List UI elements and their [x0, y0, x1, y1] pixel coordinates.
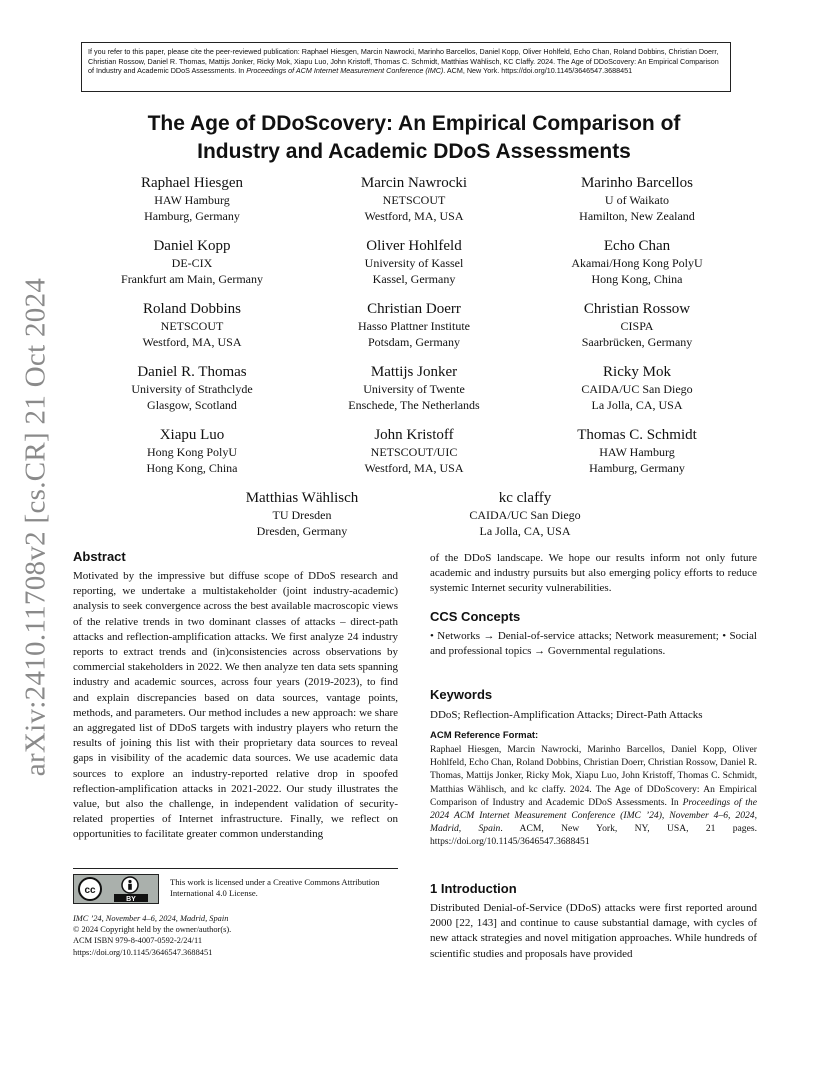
acm-reference-heading: ACM Reference Format:: [430, 730, 539, 741]
license-divider: [73, 868, 398, 869]
author-location: Hamburg, Germany: [144, 209, 240, 223]
author-block: [517, 363, 757, 413]
imprint-isbn: ACM ISBN 979-8-4007-0592-2/24/11: [73, 936, 203, 946]
author-name: Marinho Barcellos: [580, 175, 694, 191]
author-name: Christian Rossow: [583, 301, 691, 317]
acm-reference-text: [430, 743, 757, 849]
author-block: [517, 237, 757, 287]
author-affiliation: University of Strathclyde: [131, 382, 253, 396]
author-name: Oliver Hohlfeld: [366, 238, 462, 254]
author-affiliation: CAIDA/UC San Diego: [469, 508, 581, 522]
acm-reference-authors: Raphael Hiesgen, Marcin Nawrocki, Marinho Barcellos, Daniel Kopp, Oliver Hohlfeld, Echo Chan, Roland Dobbins, Christian Doerr, Christian Rossow, Daniel R. Thomas, Mattijs Jonker, Ricky Mok, Xiapu Luo, John Kristoff, Thomas C. Schmidt, Matthias Wählisch, and kc claffy. 2024. The Age of DDoScovery: An Empirical Comparison of Industry and Academic DDoS Assessments. In: [430, 744, 757, 808]
author-affiliation: Hong Kong PolyU: [146, 445, 237, 459]
creative-commons-by-badge: [73, 874, 159, 904]
author-name: Marcin Nawrocki: [360, 175, 468, 191]
author-location: La Jolla, CA, USA: [591, 398, 683, 412]
author-block: [72, 300, 312, 350]
svg-text:cc: cc: [84, 885, 96, 896]
author-affiliation: CISPA: [620, 319, 654, 333]
abstract-heading: Abstract: [73, 549, 126, 564]
abstract-text: Motivated by the impressive but diffuse scope of DDoS research and reporting, we undertake a multistakeholder (joint industry-academic) analysis to seek convergence across the best available macroscopic views of the relative trends in two dominant classes of attacks – direct-path attacks and reflection-amplification attacks. We first analyze 24 industry reports to extract trends and (in)consistencies across observations by commercial stakeholders in 2022. We then analyze ten data sets spanning industry and academic sources, across four years (2019-2023), to find and explain discrepancies based on data sources, vantage points, methods, and parameters. Our method includes a new approach: we share an aggregated list of DDoS targets with industry players who return the results of joining this list with their proprietary data sources to reveal gaps in visibility of the academic data sources. We use academic data sources to explore an industry-reported relative drop in spoofed reflection-amplification attacks in 2021-2022. Our study illustrates the value, but also the challenge, in independent validation of security-related properties of Internet infrastructure. Finally, we reflect on opportunities to facilitate greater common understanding: [73, 570, 398, 841]
author-affiliation: Akamai/Hong Kong PolyU: [571, 256, 703, 270]
author-block: [405, 489, 645, 539]
imprint-doi: https://doi.org/10.1145/3646547.3688451: [73, 947, 213, 957]
keywords-text: DDoS; Reflection-Amplification Attacks; Direct-Path Attacks: [430, 709, 703, 721]
paper-title-line-1: The Age of DDoScovery: An Empirical Comparison of: [147, 112, 681, 135]
license-statement: This work is licensed under a Creative Commons Attribution International 4.0 License.: [170, 877, 380, 898]
author-location: Kassel, Germany: [372, 272, 456, 286]
author-name: Daniel R. Thomas: [137, 364, 247, 380]
citation-notice-text: If you refer to this paper, please cite the peer-reviewed publication: Raphael Hiesgen, Marcin Nawrocki, Marinho Barcellos, Daniel Kopp, Oliver Hohlfeld, Echo Chan, Roland Dobbins, Christian Doerr, Christian Rossow, Daniel R. Thomas, Mattijs Jonker, Ricky Mok, Xiapu Luo, John Kristoff, Thomas C. Schmidt, Matthias Wählisch, KC Claffy. 2024. The Age of DDoScovery: An Empirical Comparison of Industry and Academic DDoS Assessments. In: [88, 47, 719, 76]
author-location: Glasgow, Scotland: [147, 398, 237, 412]
author-name: Matthias Wählisch: [245, 490, 359, 506]
cc-badge-label: BY: [126, 896, 136, 903]
author-affiliation: Hasso Plattner Institute: [358, 319, 470, 333]
paper-title-line-2: Industry and Academic DDoS Assessments: [197, 140, 631, 163]
author-affiliation: University of Twente: [363, 382, 465, 396]
author-name: Thomas C. Schmidt: [577, 427, 697, 443]
author-location: Hong Kong, China: [146, 461, 238, 475]
author-affiliation: CAIDA/UC San Diego: [581, 382, 693, 396]
author-affiliation: NETSCOUT: [160, 319, 224, 333]
acm-reference-venue: Proceedings of the 2024 ACM Internet Measurement Conference (IMC ’24), November 4–6, 2024, Madrid, Spain: [430, 796, 757, 835]
author-affiliation: HAW Hamburg: [599, 445, 675, 459]
citation-notice-box: [81, 42, 731, 92]
author-block: [72, 363, 312, 413]
author-block: [517, 300, 757, 350]
author-location: Dresden, Germany: [256, 524, 348, 538]
author-block: [517, 174, 757, 224]
author-block: [72, 237, 312, 287]
author-name: Daniel Kopp: [153, 238, 231, 254]
imprint-copyright: © 2024 Copyright held by the owner/author(s).: [73, 925, 232, 935]
author-block: [72, 426, 312, 476]
author-name: kc claffy: [498, 490, 552, 506]
author-block: [72, 174, 312, 224]
ccs-concepts-text: • Networks → Denial-of-service attacks; Network measurement; • Social and professional topics → Governmental regulations.: [430, 630, 757, 658]
author-affiliation: NETSCOUT: [382, 193, 446, 207]
imprint-venue: IMC ’24, November 4–6, 2024, Madrid, Spain: [73, 914, 229, 923]
author-affiliation: NETSCOUT/UIC: [370, 445, 458, 459]
author-affiliation: University of Kassel: [364, 256, 464, 270]
author-name: Raphael Hiesgen: [140, 175, 244, 191]
abstract-continuation: of the DDoS landscape. We hope our results inform not only future academic and industry pursuits but also emerging policy efforts to reduce systemic Internet security vulnerabilities.: [430, 552, 757, 595]
citation-notice-venue: Proceedings of ACM Internet Measurement Conference (IMC): [246, 66, 444, 76]
author-name: Ricky Mok: [603, 364, 671, 380]
keywords-heading: Keywords: [430, 687, 493, 702]
author-block: [517, 426, 757, 476]
author-location: Enschede, The Netherlands: [348, 398, 480, 412]
author-affiliation: DE-CIX: [171, 256, 213, 270]
acm-reference-doi: . ACM, New York, NY, USA, 21 pages. https://doi.org/10.1145/3646547.3688451: [430, 823, 757, 848]
author-block: [294, 174, 534, 224]
author-location: La Jolla, CA, USA: [479, 524, 571, 538]
author-block: [294, 426, 534, 476]
author-name: Roland Dobbins: [143, 301, 241, 317]
author-location: Westford, MA, USA: [364, 461, 464, 475]
conference-imprint: [73, 913, 398, 958]
cc-by-logo-icon: [74, 875, 158, 903]
author-name: Echo Chan: [603, 238, 671, 254]
citation-notice-doi: . ACM, New York. https://doi.org/10.1145/3646547.3688451: [443, 66, 633, 76]
author-name: Mattijs Jonker: [370, 364, 458, 380]
author-name: John Kristoff: [374, 427, 454, 443]
author-location: Hamilton, New Zealand: [579, 209, 695, 223]
ccs-concepts-heading: CCS Concepts: [430, 609, 521, 624]
paper-title: [70, 110, 758, 166]
author-block: [294, 237, 534, 287]
author-block: [294, 363, 534, 413]
author-location: Potsdam, Germany: [368, 335, 460, 349]
author-block: [182, 489, 422, 539]
arxiv-identifier-stamp: arXiv:2410.11708v2 [cs.CR] 21 Oct 2024: [19, 277, 52, 777]
author-location: Westford, MA, USA: [142, 335, 242, 349]
introduction-text: Distributed Denial-of-Service (DDoS) attacks were first reported around 2000 [22, 143] and continue to cause substantial damage, with cycles of new attack strategies and novel mitigation approaches. While hundreds of scientific studies and proposals have provided: [430, 902, 757, 960]
author-location: Hong Kong, China: [591, 272, 683, 286]
author-block: [294, 300, 534, 350]
author-location: Westford, MA, USA: [364, 209, 464, 223]
introduction-heading: 1 Introduction: [430, 881, 517, 896]
author-affiliation: TU Dresden: [272, 508, 332, 522]
author-location: Frankfurt am Main, Germany: [121, 272, 263, 286]
author-affiliation: U of Waikato: [604, 193, 670, 207]
author-name: Christian Doerr: [367, 301, 461, 317]
author-name: Xiapu Luo: [159, 427, 225, 443]
author-affiliation: HAW Hamburg: [154, 193, 230, 207]
author-location: Hamburg, Germany: [589, 461, 685, 475]
author-location: Saarbrücken, Germany: [581, 335, 693, 349]
